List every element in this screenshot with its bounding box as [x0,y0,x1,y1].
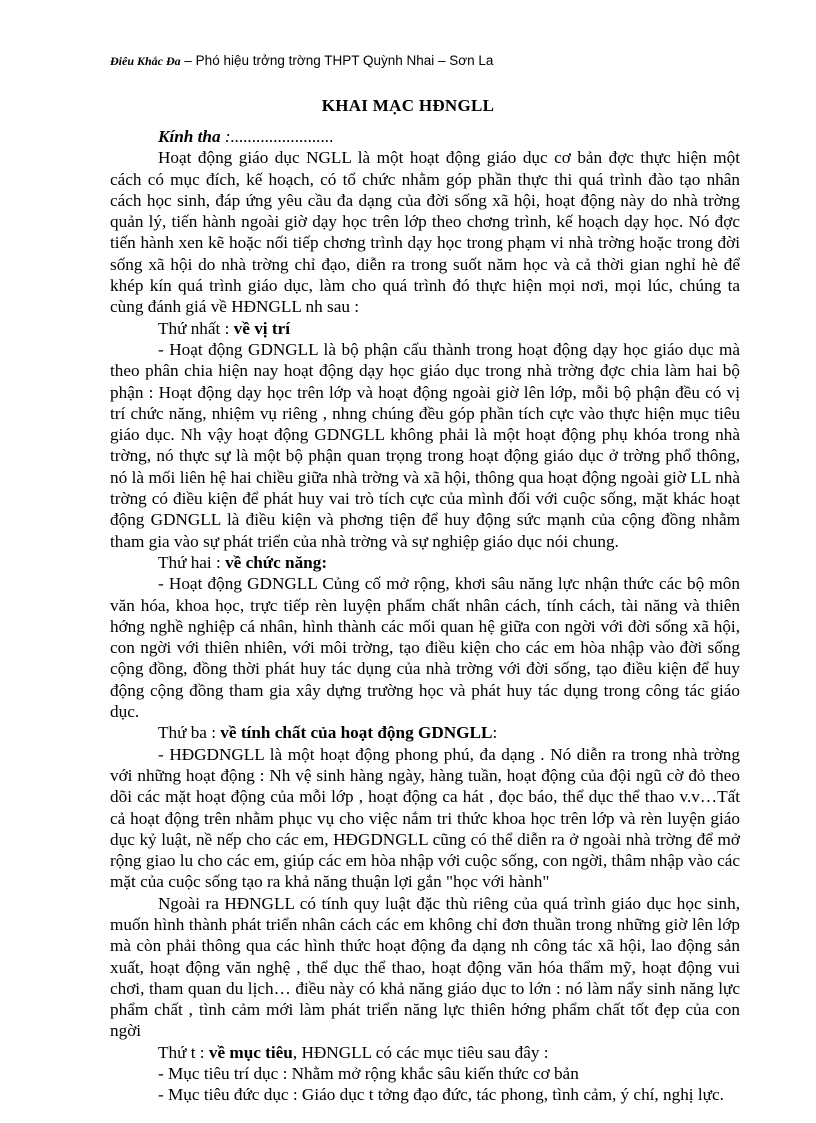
section-4-heading [110,1042,740,1063]
page-header [110,53,730,70]
section-2-heading [110,552,740,573]
intro-paragraph: Hoạt động giáo dục NGLL là một hoạt động giáo dục cơ bản đợc thực hiện một cách có mục đích, kế hoạch, có tổ chức nhằm góp phần thực thi quá trình đào tạo nhân cách học sinh, đáp ứng yêu cầu đa dạng của đời sống xã hội, hoạt động này do nhà trờng quản lý, tiến hành ngoài giờ dạy học trên lớp theo chơng trình, kế hoạch dạy học. Nó đợc tiến hành xen kẽ hoặc nối tiếp chơng trình dạy học trong phạm vi nhà trờng hoặc trong đời sống xã hội do nhà trờng chỉ đạo, diễn ra trong suốt năm học và cả thời gian nghỉ hè để khép kín quá trình giáo dục, làm cho quá trình đó thực hiện mọi nơi, mọi lúc, chúng ta cùng đánh giá về HĐNGLL nh sau : [110,148,740,317]
header-author: Điêu Khắc Đa [110,54,181,68]
section-3-colon: : [492,723,498,743]
section-2-paragraph: - Hoạt động GDNGLL Củng cố mở rộng, khơi sâu năng lực nhận thức các bộ môn văn hóa, khoa học, trực tiếp rèn luyện phẩm chất nhân cách, tính cách, tài năng và thiên hớng nghề nghiệp cá nhân, hình thành các mối quan hệ giữa con ngời với đời sống xã hội, con ngời với thiên nhiên, với môi trờng, tạo điều kiện cho các em hòa nhập vào đời sống cộng đồng, đồng thời phát huy tác dụng của nhà trờng với đời sống, tạo điều kiện để huy động cộng đồng tham gia xây dựng trường học và phát huy tác dụng trong công tác giáo dục. [110,574,740,722]
document-body [110,126,740,1106]
greeting-label: Kính tha [158,127,221,146]
section-3-title: về tính chất của hoạt động GDNGLL [220,723,493,743]
section-1-heading [110,318,740,339]
section-3-heading [110,722,740,743]
section-4-item-2: - Mục tiêu đức dục : Giáo dục t tởng đạo đức, tác phong, tình cảm, ý chí, nghị lực. [158,1085,724,1105]
section-3-extra-paragraph: Ngoài ra HĐNGLL có tính quy luật đặc thù riêng của quá trình giáo dục học sinh, muốn hình thành phát triển nhân cách các em không chỉ đơn thuần trong những giờ lên lớp mà còn phải thông qua các hình thức hoạt động đa dạng nh công tác xã hội, lao động sản xuất, hoạt động văn nghệ , thể dục thể thao, hoạt động văn hóa thẩm mỹ, hoạt động vui chơi, tham quan du lịch… điều này có khả năng giáo dục to lớn : nó làm nẩy sinh năng lực phẩm chất , tình cảm mới làm phát triển năng lực thiên hớng phẩm chất tốt đẹp của con ngời [110,893,740,1041]
greeting-dots: :........................ [220,127,334,146]
section-4-rest: , HĐNGLL có các mục tiêu sau đây : [292,1042,549,1062]
section-1-title: về vị trí [233,318,290,338]
section-2-prefix: Thứ hai : [158,552,226,572]
greeting-line [110,126,740,147]
section-1-prefix: Thứ nhất : [158,318,234,338]
header-position: – Phó hiệu trởng trờng THPT Quỳnh Nhai – Sơn La [180,53,494,68]
document-title: KHAI MẠC HĐNGLL [321,96,495,115]
section-4-prefix: Thứ t : [158,1042,209,1062]
section-4-item-1: - Mục tiêu trí dục : Nhằm mở rộng khắc sâu kiến thức cơ bản [158,1064,579,1084]
section-1-paragraph: - Hoạt động GDNGLL là bộ phận cấu thành trong hoạt động dạy học giáo dục mà theo phân chia hiện nay hoạt động dạy học giáo dục trong nhà trờng đợc chia làm hai bộ phận : Hoạt động dạy học trên lớp và hoạt động ngoài giờ lên lớp, mỗi bộ phận đều có vị trí chức năng, nhiệm vụ riêng , nhng chúng đều góp phần tích cực vào thực hiện mục tiêu giáo dục. Nh vậy hoạt động GDNGLL không phải là một hoạt động phụ khóa trong nhà trờng, nó thực sự là một bộ phận quan trọng trong hoạt động giáo dục ở trờng phổ thông, nó là mối liên hệ hai chiều giữa nhà trờng và xã hội, thông qua hoạt động ngoài giờ LL nhà trờng có điều kiện để phát huy vai trò tích cực của mình đối với cuộc sống, mặt khác hoạt động GDNGLL là điều kiện và phơng tiện để huy động sức mạnh của cộng đồng nhằm tham gia vào sự phát triển của nhà trờng và sự nghiệp giáo dục nói chung. [110,339,740,551]
section-3-prefix: Thứ ba : [158,723,221,743]
section-2-title: về chức năng: [225,552,328,572]
section-4-title: về mục tiêu [208,1042,293,1062]
section-3-paragraph: - HĐGDNGLL là một hoạt động phong phú, đa dạng . Nó diễn ra trong nhà trờng với những hoạt động : Nh vệ sinh hàng ngày, hàng tuần, hoạt động của đội ngũ cờ đỏ theo dõi các mặt hoạt động của mỗi lớp , hoạt động ca hát , đọc báo, thể dục thể thao v.v…Tất cả hoạt động trên nhằm phục vụ cho việc nắm tri thức khoa học trên lớp và rèn luyện giáo dục kỷ luật, nề nếp cho các em, HĐGDNGLL cũng có thể diễn ra ở ngoài nhà trờng để mở rộng giao lu cho các em, giúp các em hòa nhập với cuộc sống, con ngời, thâm nhập vào các mặt của cuộc sống tạo ra khả năng thuận lợi gắn "học với hành" [110,744,740,892]
